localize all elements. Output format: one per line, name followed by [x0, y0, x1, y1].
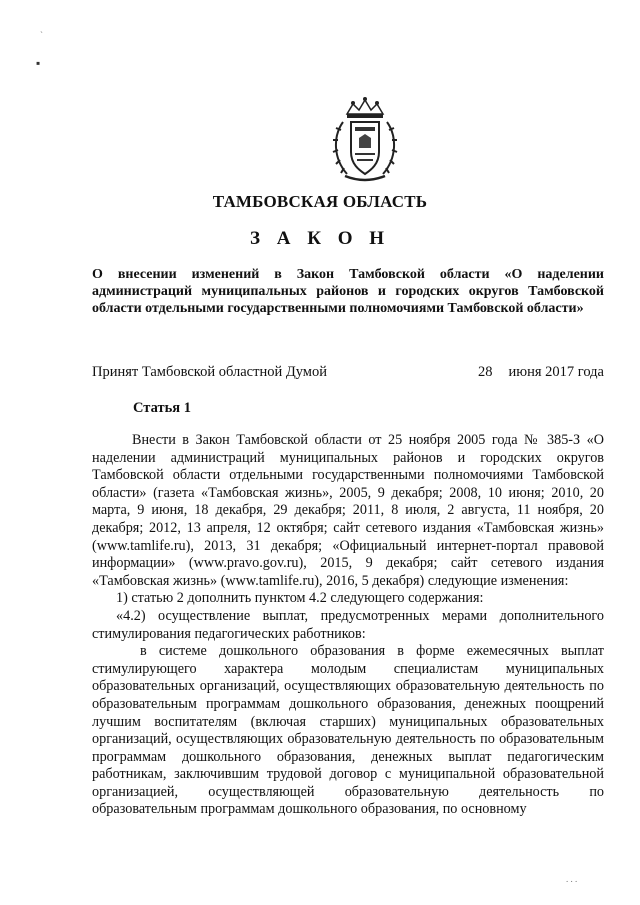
- adopted-by: Принят Тамбовской областной Думой: [92, 364, 327, 380]
- article-paragraph: «4.2) осуществление выплат, предусмотренных мерами дополнительного стимулирования педагогических работников:: [92, 607, 604, 642]
- scan-dot: `: [40, 30, 43, 40]
- region-name: ТАМБОВСКАЯ ОБЛАСТЬ: [212, 192, 428, 211]
- article-paragraph: 1) статью 2 дополнить пунктом 4.2 следующего содержания:: [116, 590, 484, 607]
- article-paragraph: в системе дошкольного образования в форме ежемесячных выплат стимулирующего характера молодым специалистам муниципальных образовательных организаций, осуществляющих образовательную деятельность по образовательным программам дошкольного образования, денежных поощрений лучшим воспитателям (включая старших) муниципальных образовательных организаций, осуществляющих образовательную деятельность по образовательным программам дошкольного образования, денежных выплат педагогическим работникам, заключившим трудовой договор с муниципальной образовательной организацией, осуществляющей образовательную деятельность по образовательным программам дошкольного образования, по основному: [92, 643, 604, 818]
- adoption-date: [478, 364, 604, 381]
- document-type: З А К О Н: [249, 228, 391, 249]
- article-heading: Статья 1: [133, 400, 191, 416]
- coat-of-arms-emblem: [325, 96, 405, 186]
- adoption-day: 28: [477, 364, 493, 380]
- adoption-line: [92, 364, 604, 381]
- scan-dots: . . .: [566, 874, 578, 884]
- article-paragraph: Внести в Закон Тамбовской области от 25 ноября 2005 года № 385-З «О наделении администраций муниципальных районов и городских округов Тамбовской области отдельными государственными полномочиями Тамбовской области» (газета «Тамбовская жизнь», 2005, 9 декабря; 2008, 10 июня; 2010, 20 марта, 9 июня, 18 декабря, 29 декабря; 2011, 8 июля, 2 августа, 11 ноября, 20 декабря; 2012, 13 апреля, 12 октября; сайт сетевого издания «Тамбовская жизнь» (www.tamlife.ru), 2013, 31 декабря; «Официальный интернет-портал правовой информации» (www.pravo.gov.ru), 2015, 9 декабря; сайт сетевого издания «Тамбовская жизнь» (www.tamlife.ru), 2016, 5 декабря) следующие изменения:: [92, 432, 604, 589]
- scan-dot: ▪: [36, 56, 41, 70]
- adoption-month-year: июня 2017 года: [508, 364, 604, 380]
- law-title: О внесении изменений в Закон Тамбовской области «О наделении администраций муниципальных районов и городских округов Тамбовской области отдельными государственными полномочиями Тамбовской области»: [92, 267, 604, 316]
- article-body: [92, 432, 604, 819]
